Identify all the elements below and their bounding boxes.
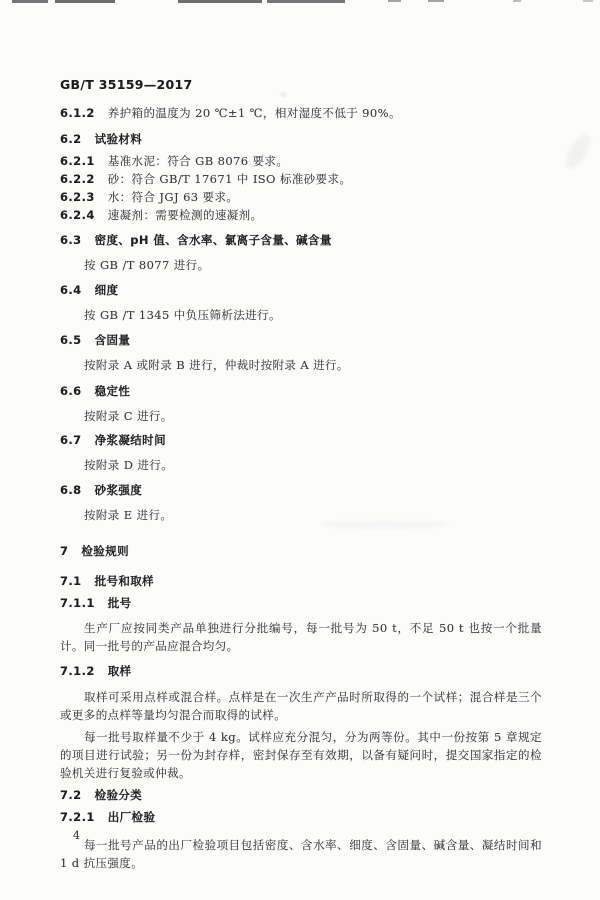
scan-artifact-line bbox=[12, 0, 48, 3]
heading-7.2.1 bbox=[60, 808, 542, 826]
heading-7 bbox=[60, 542, 542, 560]
scan-artifact-line bbox=[55, 0, 115, 3]
heading-6.2 bbox=[60, 130, 542, 148]
heading-title: 批号 bbox=[107, 596, 132, 610]
heading-title: 批号和取样 bbox=[94, 574, 155, 588]
clause-number: 6.1.2 bbox=[60, 106, 95, 120]
scan-artifact-line bbox=[267, 0, 345, 3]
heading-6.8 bbox=[60, 481, 542, 499]
heading-number: 6.2 bbox=[60, 132, 82, 146]
scan-artifact-line bbox=[513, 0, 521, 2]
para-6.6-method: 按附录 C 进行。 bbox=[84, 409, 173, 423]
heading-title: 细度 bbox=[94, 283, 119, 297]
heading-6.5 bbox=[60, 331, 542, 349]
heading-7.1 bbox=[60, 572, 542, 590]
para-6.3-method: 按 GB /T 8077 进行。 bbox=[84, 258, 210, 272]
clause-text: 水：符合 JGJ 63 要求。 bbox=[107, 190, 239, 204]
heading-number: 6.4 bbox=[60, 283, 82, 297]
heading-number: 7.1 bbox=[60, 574, 82, 588]
para-7.1.2-body-1: 取样可采用点样或混合样。点样是在一次生产产品时所取得的一个试样；混合样是三个或更多的点样等量均匀混合而取得的试样。 bbox=[60, 690, 542, 722]
clause-6.1.2 bbox=[60, 104, 542, 122]
scan-artifact-line bbox=[388, 0, 401, 2]
heading-7.2 bbox=[60, 786, 542, 804]
para-6.4-method: 按 GB /T 1345 中负压筛析法进行。 bbox=[84, 308, 281, 322]
heading-title: 检验分类 bbox=[94, 788, 143, 802]
clause-6.2.2 bbox=[60, 170, 542, 188]
heading-title: 出厂检验 bbox=[107, 810, 156, 824]
clause-text: 养护箱的温度为 20 ℃±1 ℃，相对湿度不低于 90%。 bbox=[107, 106, 401, 120]
page-number: 4 bbox=[73, 829, 80, 842]
heading-number: 7 bbox=[60, 544, 69, 558]
heading-title: 含固量 bbox=[94, 333, 131, 347]
heading-number: 7.1.2 bbox=[60, 664, 95, 678]
clause-number: 6.2.1 bbox=[60, 154, 95, 168]
heading-title: 试验材料 bbox=[94, 132, 143, 146]
scan-artifact-line bbox=[428, 0, 444, 2]
heading-title: 净浆凝结时间 bbox=[94, 433, 166, 447]
heading-number: 6.8 bbox=[60, 483, 82, 497]
para-6.8-method: 按附录 E 进行。 bbox=[84, 508, 173, 522]
heading-6.6 bbox=[60, 382, 542, 400]
para-7.1.1-body: 生产厂应按同类产品单独进行分批编号，每一批号为 50 t，不足 50 t 也按一个批量计。同一批号的产品应混合均匀。 bbox=[60, 621, 542, 653]
heading-6.4 bbox=[60, 281, 542, 299]
heading-number: 6.5 bbox=[60, 333, 82, 347]
clause-6.2.1 bbox=[60, 152, 542, 170]
document-content bbox=[60, 76, 542, 872]
heading-7.1.1 bbox=[60, 594, 542, 612]
clause-number: 6.2.4 bbox=[60, 208, 95, 222]
clause-6.2.3 bbox=[60, 188, 542, 206]
clause-text: 砂：符合 GB/T 17671 中 ISO 标准砂要求。 bbox=[107, 172, 352, 186]
clause-number: 6.2.2 bbox=[60, 172, 95, 186]
para-7.1.2-body-2: 每一批号取样量不少于 4 kg。试样应充分混匀，分为两等份。其中一份按第 5 章规定的项目进行试验；另一份为封存样，密封保存至有效期，以备有疑问时，提交国家指定的检验机关进行复验或仲裁。 bbox=[60, 730, 542, 780]
scan-smudge bbox=[562, 130, 594, 171]
heading-7.1.2 bbox=[60, 662, 542, 680]
para-7.2.1-body: 每一批号产品的出厂检验项目包括密度、含水率、细度、含固量、碱含量、凝结时间和 1 d 抗压强度。 bbox=[60, 838, 542, 870]
para-6.5-method: 按附录 A 或附录 B 进行，仲裁时按附录 A 进行。 bbox=[84, 358, 349, 372]
para-6.7-method: 按附录 D 进行。 bbox=[84, 458, 174, 472]
heading-title: 稳定性 bbox=[94, 384, 131, 398]
heading-number: 7.1.1 bbox=[60, 596, 95, 610]
heading-number: 6.7 bbox=[60, 433, 82, 447]
heading-title: 检验规则 bbox=[81, 544, 130, 558]
heading-title: 密度、pH 值、含水率、氯离子含量、碱含量 bbox=[94, 233, 332, 247]
scan-artifact-line bbox=[583, 0, 593, 2]
standard-number-header: GB/T 35159—2017 bbox=[60, 77, 193, 92]
heading-title: 取样 bbox=[107, 664, 132, 678]
heading-6.3 bbox=[60, 231, 542, 249]
clause-text: 基准水泥：符合 GB 8076 要求。 bbox=[107, 154, 289, 168]
heading-number: 7.2.1 bbox=[60, 810, 95, 824]
heading-title: 砂浆强度 bbox=[94, 483, 143, 497]
clause-number: 6.2.3 bbox=[60, 190, 95, 204]
heading-number: 6.3 bbox=[60, 233, 82, 247]
heading-number: 6.6 bbox=[60, 384, 82, 398]
clause-text: 速凝剂：需要检测的速凝剂。 bbox=[107, 208, 263, 222]
clause-6.2.4 bbox=[60, 206, 542, 224]
heading-6.7 bbox=[60, 431, 542, 449]
scan-artifact-line bbox=[178, 0, 262, 3]
heading-number: 7.2 bbox=[60, 788, 82, 802]
